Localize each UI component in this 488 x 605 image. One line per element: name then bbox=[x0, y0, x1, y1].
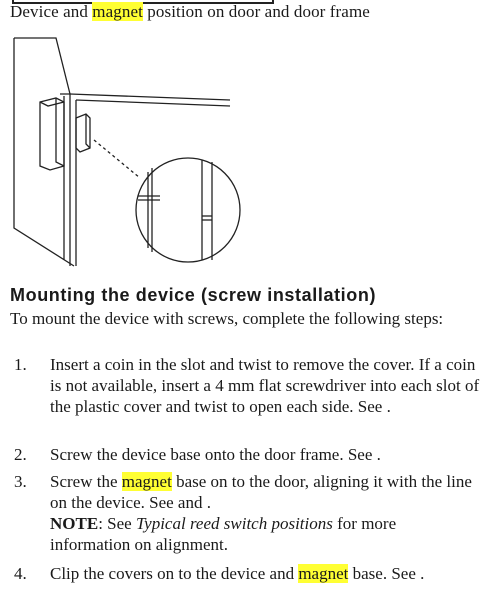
step-number: 3. bbox=[14, 472, 27, 491]
device-side-edge bbox=[56, 98, 64, 166]
highlight-magnet: magnet bbox=[298, 564, 349, 583]
wall-top-outline bbox=[14, 38, 70, 94]
frame-left-edge bbox=[60, 94, 70, 266]
caption-text-before: Device and bbox=[10, 2, 93, 21]
highlight-magnet: magnet bbox=[121, 472, 172, 491]
step-number: 1. bbox=[14, 355, 27, 374]
device-top-face bbox=[40, 102, 64, 106]
note-label: NOTE bbox=[50, 514, 99, 533]
caption-text-after: position on door and door frame bbox=[142, 2, 370, 21]
cross-reference: Typical reed switch positions bbox=[135, 514, 333, 533]
door-top-edge bbox=[76, 100, 230, 106]
callout-line bbox=[94, 140, 140, 178]
section-heading: Mounting the device (screw installation) bbox=[10, 285, 377, 305]
step-number: 4. bbox=[14, 564, 27, 583]
step-text: Clip the covers on to the device and magnet base. See . bbox=[50, 564, 425, 583]
device-body bbox=[40, 98, 64, 170]
step-number: 2. bbox=[14, 445, 27, 464]
figure-caption bbox=[10, 2, 370, 22]
intro-paragraph: To mount the device with screws, complete the following steps: bbox=[10, 309, 444, 328]
step-text: Screw the device base onto the door frame. See . bbox=[50, 445, 381, 464]
step-text: Screw the magnet base on to the door, aligning it with the line on the device. See and . NOTE: See Typical reed switch positions for more information on alignment. bbox=[50, 472, 472, 554]
step-text: Insert a coin in the slot and twist to remove the cover. If a coin is not available, insert a 4 mm flat screwdriver into each slot of the plastic cover and twist to open each side. See . bbox=[50, 355, 480, 416]
frame-top-edge bbox=[70, 94, 230, 100]
caption-highlight-magnet: magnet bbox=[92, 2, 143, 21]
door-frame-illustration bbox=[0, 30, 250, 270]
